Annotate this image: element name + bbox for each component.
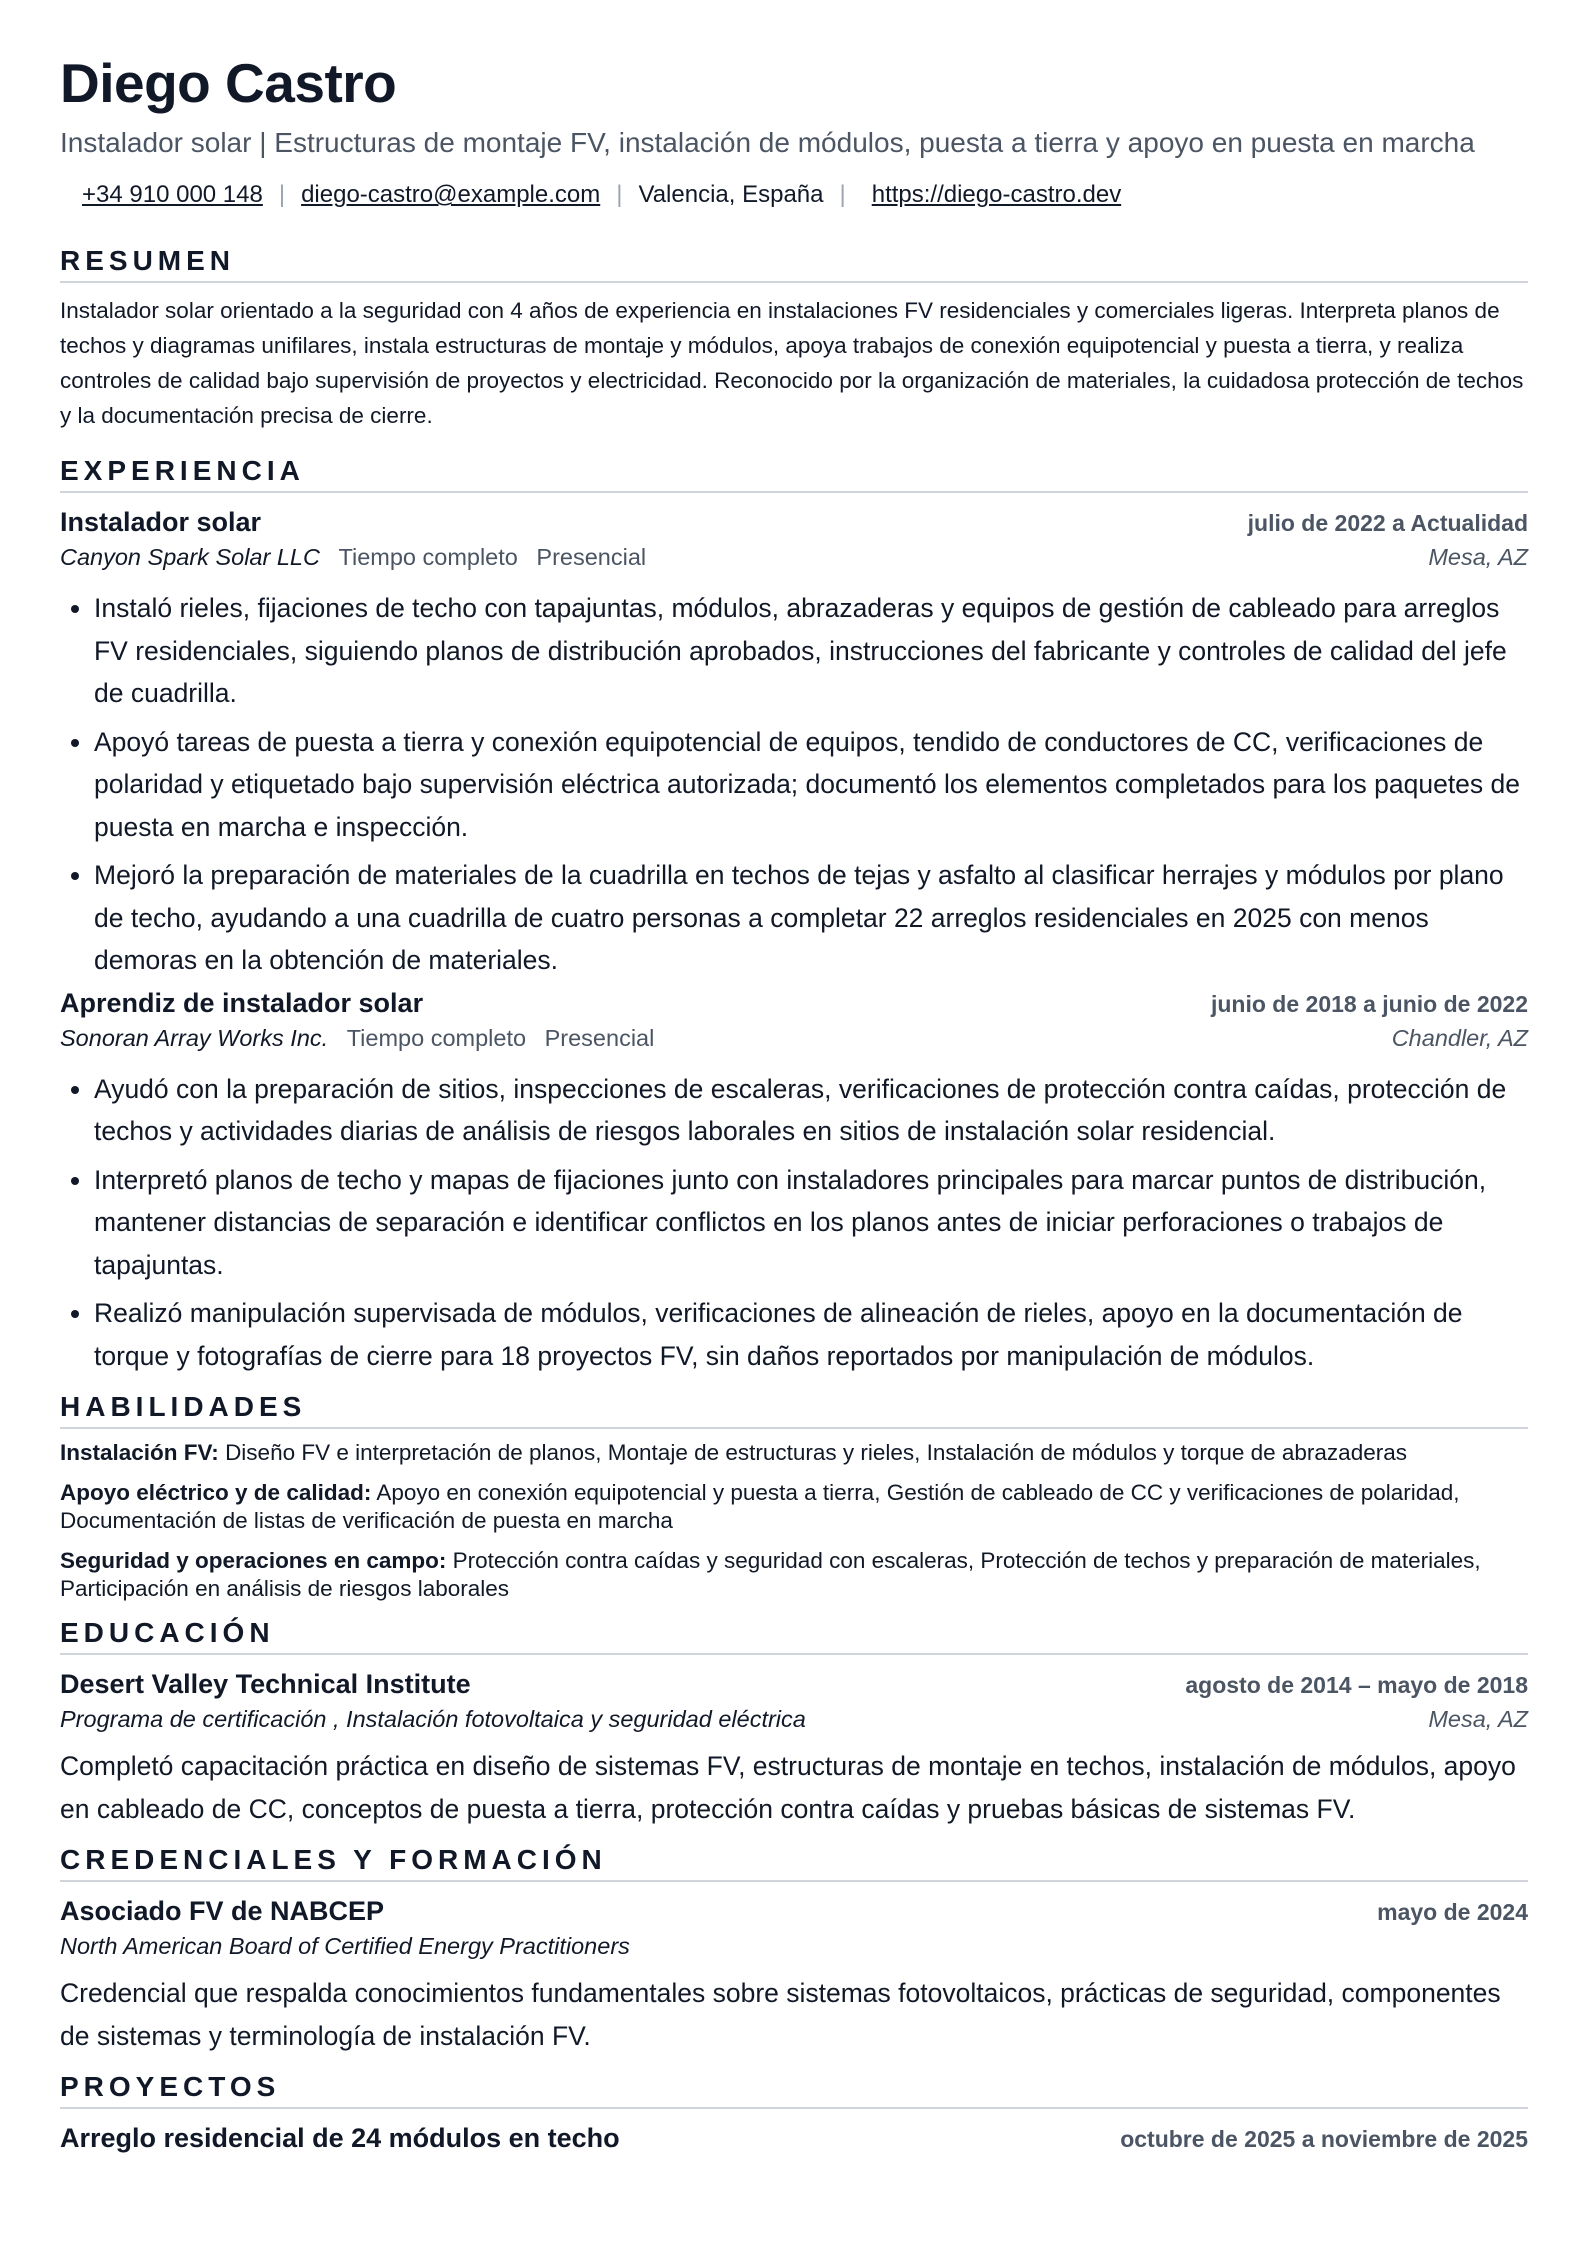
skill-group-text: Diseño FV e interpretación de planos, Montaje de estructuras y rieles, Instalación de módulos y torque de abrazaderas <box>225 1440 1407 1466</box>
job-title: Aprendiz de instalador solar <box>60 987 424 1018</box>
job-location: Mesa, AZ <box>1428 544 1528 571</box>
email-link[interactable]: diego-castro@example.com <box>301 181 601 209</box>
skill-group-label: Instalación FV: <box>60 1440 219 1466</box>
job-entry <box>60 988 1528 1378</box>
job-date: junio de 2018 a junio de 2022 <box>1210 990 1528 1017</box>
skill-group-label: Seguridad y operaciones en campo: <box>60 1548 447 1574</box>
section-title-credentials: CREDENCIALES Y FORMACIÓN <box>60 1844 1528 1882</box>
employment-type: Tiempo completo <box>346 1024 527 1051</box>
credential-name: Asociado FV de NABCEP <box>60 1896 385 1927</box>
credential-date: mayo de 2024 <box>1377 1899 1528 1926</box>
job-title: Instalador solar <box>60 507 262 538</box>
section-title-projects: PROYECTOS <box>60 2071 1528 2109</box>
list-item: • Instaló rieles, fijaciones de techo con tapajuntas, módulos, abrazaderas y equipos de gestión de cableado para arreglos FV residenciales, siguiendo planos de distribución aprobados, instrucciones del fabricante y controles de calidad del jefe de cuadrilla. <box>94 587 1528 715</box>
company-name: Sonoran Array Works Inc. <box>60 1024 329 1051</box>
education-program: Programa de certificación , Instalación fotovoltaica y seguridad eléctrica <box>60 1706 806 1733</box>
skill-group-label: Apoyo eléctrico y de calidad: <box>60 1480 372 1506</box>
job-bullets <box>60 1068 1528 1378</box>
education-location: Mesa, AZ <box>1428 1706 1528 1733</box>
website-link[interactable]: https://diego-castro.dev <box>871 181 1122 209</box>
separator: | <box>839 181 846 209</box>
contact-bar <box>60 181 1528 209</box>
separator: | <box>278 181 286 209</box>
company-name: Canyon Spark Solar LLC <box>60 544 320 571</box>
list-item: • Ayudó con la preparación de sitios, inspecciones de escaleras, verificaciones de protección contra caídas, protección de techos y actividades diarias de análisis de riesgos laborales en sitios de instalación solar residencial. <box>94 1068 1528 1153</box>
list-item: • Mejoró la preparación de materiales de la cuadrilla en techos de tejas y asfalto al clasificar herrajes y módulos por plano de techo, ayudando a una cuadrilla de cuatro personas a completar 22 arreglos residenciales en 2025 con menos demoras en la obtención de materiales. <box>94 854 1528 982</box>
summary-text: Instalador solar orientado a la seguridad con 4 años de experiencia en instalaciones FV residenciales y comerciales ligeras. Interpreta planos de techos y diagramas unifilares, instala estructuras de montaje y módulos, apoya trabajos de conexión equipotencial y puesta a tierra, y realiza controles de calidad bajo supervisión de proyectos y electricidad. Reconocido por la organización de materiales, la cuidadosa protección de techos y la documentación precisa de cierre. <box>60 298 1524 429</box>
skill-group <box>60 1547 1528 1603</box>
list-item: • Interpretó planos de techo y mapas de fijaciones junto con instaladores principales para marcar puntos de distribución, mantener distancias de separación e identificar conflictos en los planos antes de iniciar perforaciones o trabajos de tapajuntas. <box>94 1159 1528 1287</box>
list-item: • Apoyó tareas de puesta a tierra y conexión equipotencial de equipos, tendido de conductores de CC, verificaciones de polaridad y etiquetado bajo supervisión eléctrica autorizada; documentó los elementos completados para los paquetes de puesta en marcha e inspección. <box>94 721 1528 849</box>
location-text: Valencia, España <box>638 181 824 209</box>
project-entry <box>60 2123 1528 2154</box>
headline: Instalador solar | Estructuras de montaje FV, instalación de módulos, puesta a tierra y apoyo en puesta en marcha <box>60 127 1475 159</box>
education-description: Completó capacitación práctica en diseño de sistemas FV, estructuras de montaje en techos, instalación de módulos, apoyo en cableado de CC, conceptos de puesta a tierra, protección contra caídas y pruebas básicas de sistemas FV. <box>60 1751 1516 1824</box>
education-date: agosto de 2014 – mayo de 2018 <box>1185 1672 1528 1699</box>
employment-type: Tiempo completo <box>338 544 518 571</box>
project-title: Arreglo residencial de 24 módulos en techo <box>60 2123 620 2154</box>
phone-link[interactable]: +34 910 000 148 <box>82 181 263 209</box>
section-title-education: EDUCACIÓN <box>60 1617 1528 1655</box>
job-bullets <box>60 587 1528 982</box>
school-name: Desert Valley Technical Institute <box>60 1669 471 1700</box>
project-date: octubre de 2025 a noviembre de 2025 <box>1120 2126 1528 2153</box>
skill-group <box>60 1479 1528 1535</box>
job-date: julio de 2022 a Actualidad <box>1247 510 1528 537</box>
work-mode: Presencial <box>544 1024 655 1051</box>
separator: | <box>616 181 623 209</box>
skill-group-text: Protección contra caídas y seguridad con escaleras, Protección de techos y preparación de materiales, Participación en análisis de riesgos laborales <box>60 1548 1481 1602</box>
credential-description: Credencial que respalda conocimientos fundamentales sobre sistemas fotovoltaicos, prácticas de seguridad, componentes de sistemas y terminología de instalación FV. <box>60 1978 1501 2051</box>
list-item: • Realizó manipulación supervisada de módulos, verificaciones de alineación de rieles, apoyo en la documentación de torque y fotografías de cierre para 18 proyectos FV, sin daños reportados por manipulación de módulos. <box>94 1292 1528 1377</box>
candidate-name: Diego Castro <box>60 52 397 114</box>
credential-issuer: North American Board of Certified Energy Practitioners <box>60 1933 630 1960</box>
job-entry <box>60 507 1528 982</box>
section-title-experience: EXPERIENCIA <box>60 455 1528 493</box>
skill-group-text: Apoyo en conexión equipotencial y puesta a tierra, Gestión de cableado de CC y verificaciones de polaridad, Documentación de listas de verificación de puesta en marcha <box>60 1480 1460 1534</box>
work-mode: Presencial <box>536 544 647 571</box>
job-location: Chandler, AZ <box>1391 1024 1528 1051</box>
section-title-skills: HABILIDADES <box>60 1391 1528 1429</box>
section-title-summary: RESUMEN <box>60 245 1528 283</box>
skill-group <box>60 1439 1528 1467</box>
